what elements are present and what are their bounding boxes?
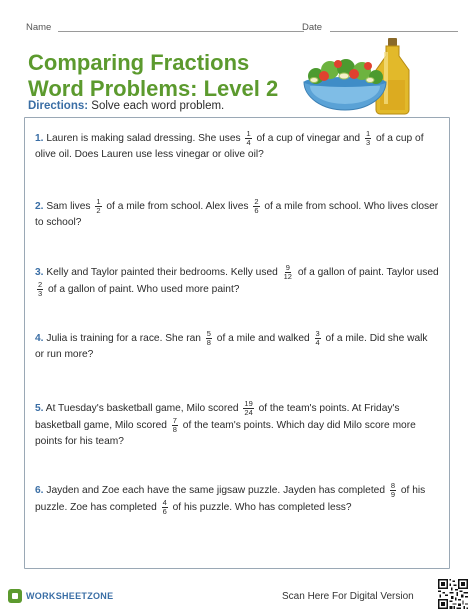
salad-illustration bbox=[300, 36, 450, 118]
question-6: 6. Jayden and Zoe each have the same jigsaw puzzle. Jayden has completed $\frac{8}{9}$ of his puzzle. Zoe has completed $\frac{4}{6}$ of his puzzle. Who has completed less? bbox=[35, 481, 426, 517]
fraction: $\frac{19}{24}$ bbox=[244, 399, 253, 417]
fraction: $\frac{2}{3}$ bbox=[38, 280, 43, 299]
fraction: $\frac{7}{8}$ bbox=[172, 416, 177, 435]
question-5: 5. At Tuesday's basketball game, Milo scored $\frac{19}{24}$ of the team's points. At Friday's basketball game, Milo scored $\frac{7}{8}$ of the team's points. Which day did Milo score more points for his team? bbox=[35, 399, 416, 448]
question-4: 4. Julia is training for a race. She ran $\frac{5}{8}$ of a mile and walked $\frac{3}{4}$ of a mile. Did she walk or run more? bbox=[35, 329, 428, 361]
directions-text: Solve each word problem. bbox=[91, 100, 225, 112]
name-field[interactable] bbox=[58, 31, 304, 32]
fraction: $\frac{8}{9}$ bbox=[390, 481, 396, 499]
date-label: Date bbox=[302, 22, 323, 33]
fraction: $\frac{1}{3}$ bbox=[365, 129, 371, 147]
salad-bowl-icon bbox=[304, 59, 386, 110]
scan-text: Scan Here For Digital Version bbox=[282, 591, 414, 602]
worksheetzone-logo-icon bbox=[8, 589, 22, 603]
fraction: $\frac{4}{6}$ bbox=[162, 498, 167, 517]
title-line-2: Word Problems: Level 2 bbox=[28, 76, 279, 101]
fraction: $\frac{5}{8}$ bbox=[206, 329, 211, 347]
fraction: $\frac{9}{12}$ bbox=[283, 263, 292, 281]
worksheetzone-logo[interactable] bbox=[8, 589, 113, 603]
footer bbox=[0, 577, 474, 613]
page-title bbox=[28, 50, 278, 102]
fraction: $\frac{1}{2}$ bbox=[96, 197, 101, 215]
directions bbox=[28, 100, 224, 112]
question-2: 2. Sam lives $\frac{1}{2}$ of a mile from school. Alex lives $\frac{2}{6}$ of a mile from school. Who lives closer to school? bbox=[35, 197, 439, 229]
problems-box bbox=[24, 117, 450, 569]
name-label: Name bbox=[26, 22, 52, 33]
question-1: 1. Lauren is making salad dressing. She uses $\frac{1}{4}$ of a cup of vinegar and $\frac{1}{3}$ of a cup of olive oil. Does Lauren use less vinegar or olive oil? bbox=[35, 129, 424, 161]
fraction: $\frac{3}{4}$ bbox=[315, 329, 320, 347]
fraction: $\frac{2}{6}$ bbox=[254, 197, 259, 215]
directions-label: Directions: bbox=[28, 100, 89, 112]
title-line-1: Comparing Fractions bbox=[28, 50, 250, 75]
logo-text: WORKSHEETZONE bbox=[26, 591, 114, 601]
header-row bbox=[14, 18, 462, 38]
qr-code-icon[interactable] bbox=[438, 579, 468, 609]
question-3: 3. Kelly and Taylor painted their bedrooms. Kelly used $\frac{9}{12}$ of a gallon of paint. Taylor used $\frac{2}{3}$ of a gallon of paint. Who used more paint? bbox=[35, 263, 439, 299]
date-field[interactable] bbox=[330, 31, 458, 32]
fraction: $\frac{1}{4}$ bbox=[246, 129, 251, 147]
